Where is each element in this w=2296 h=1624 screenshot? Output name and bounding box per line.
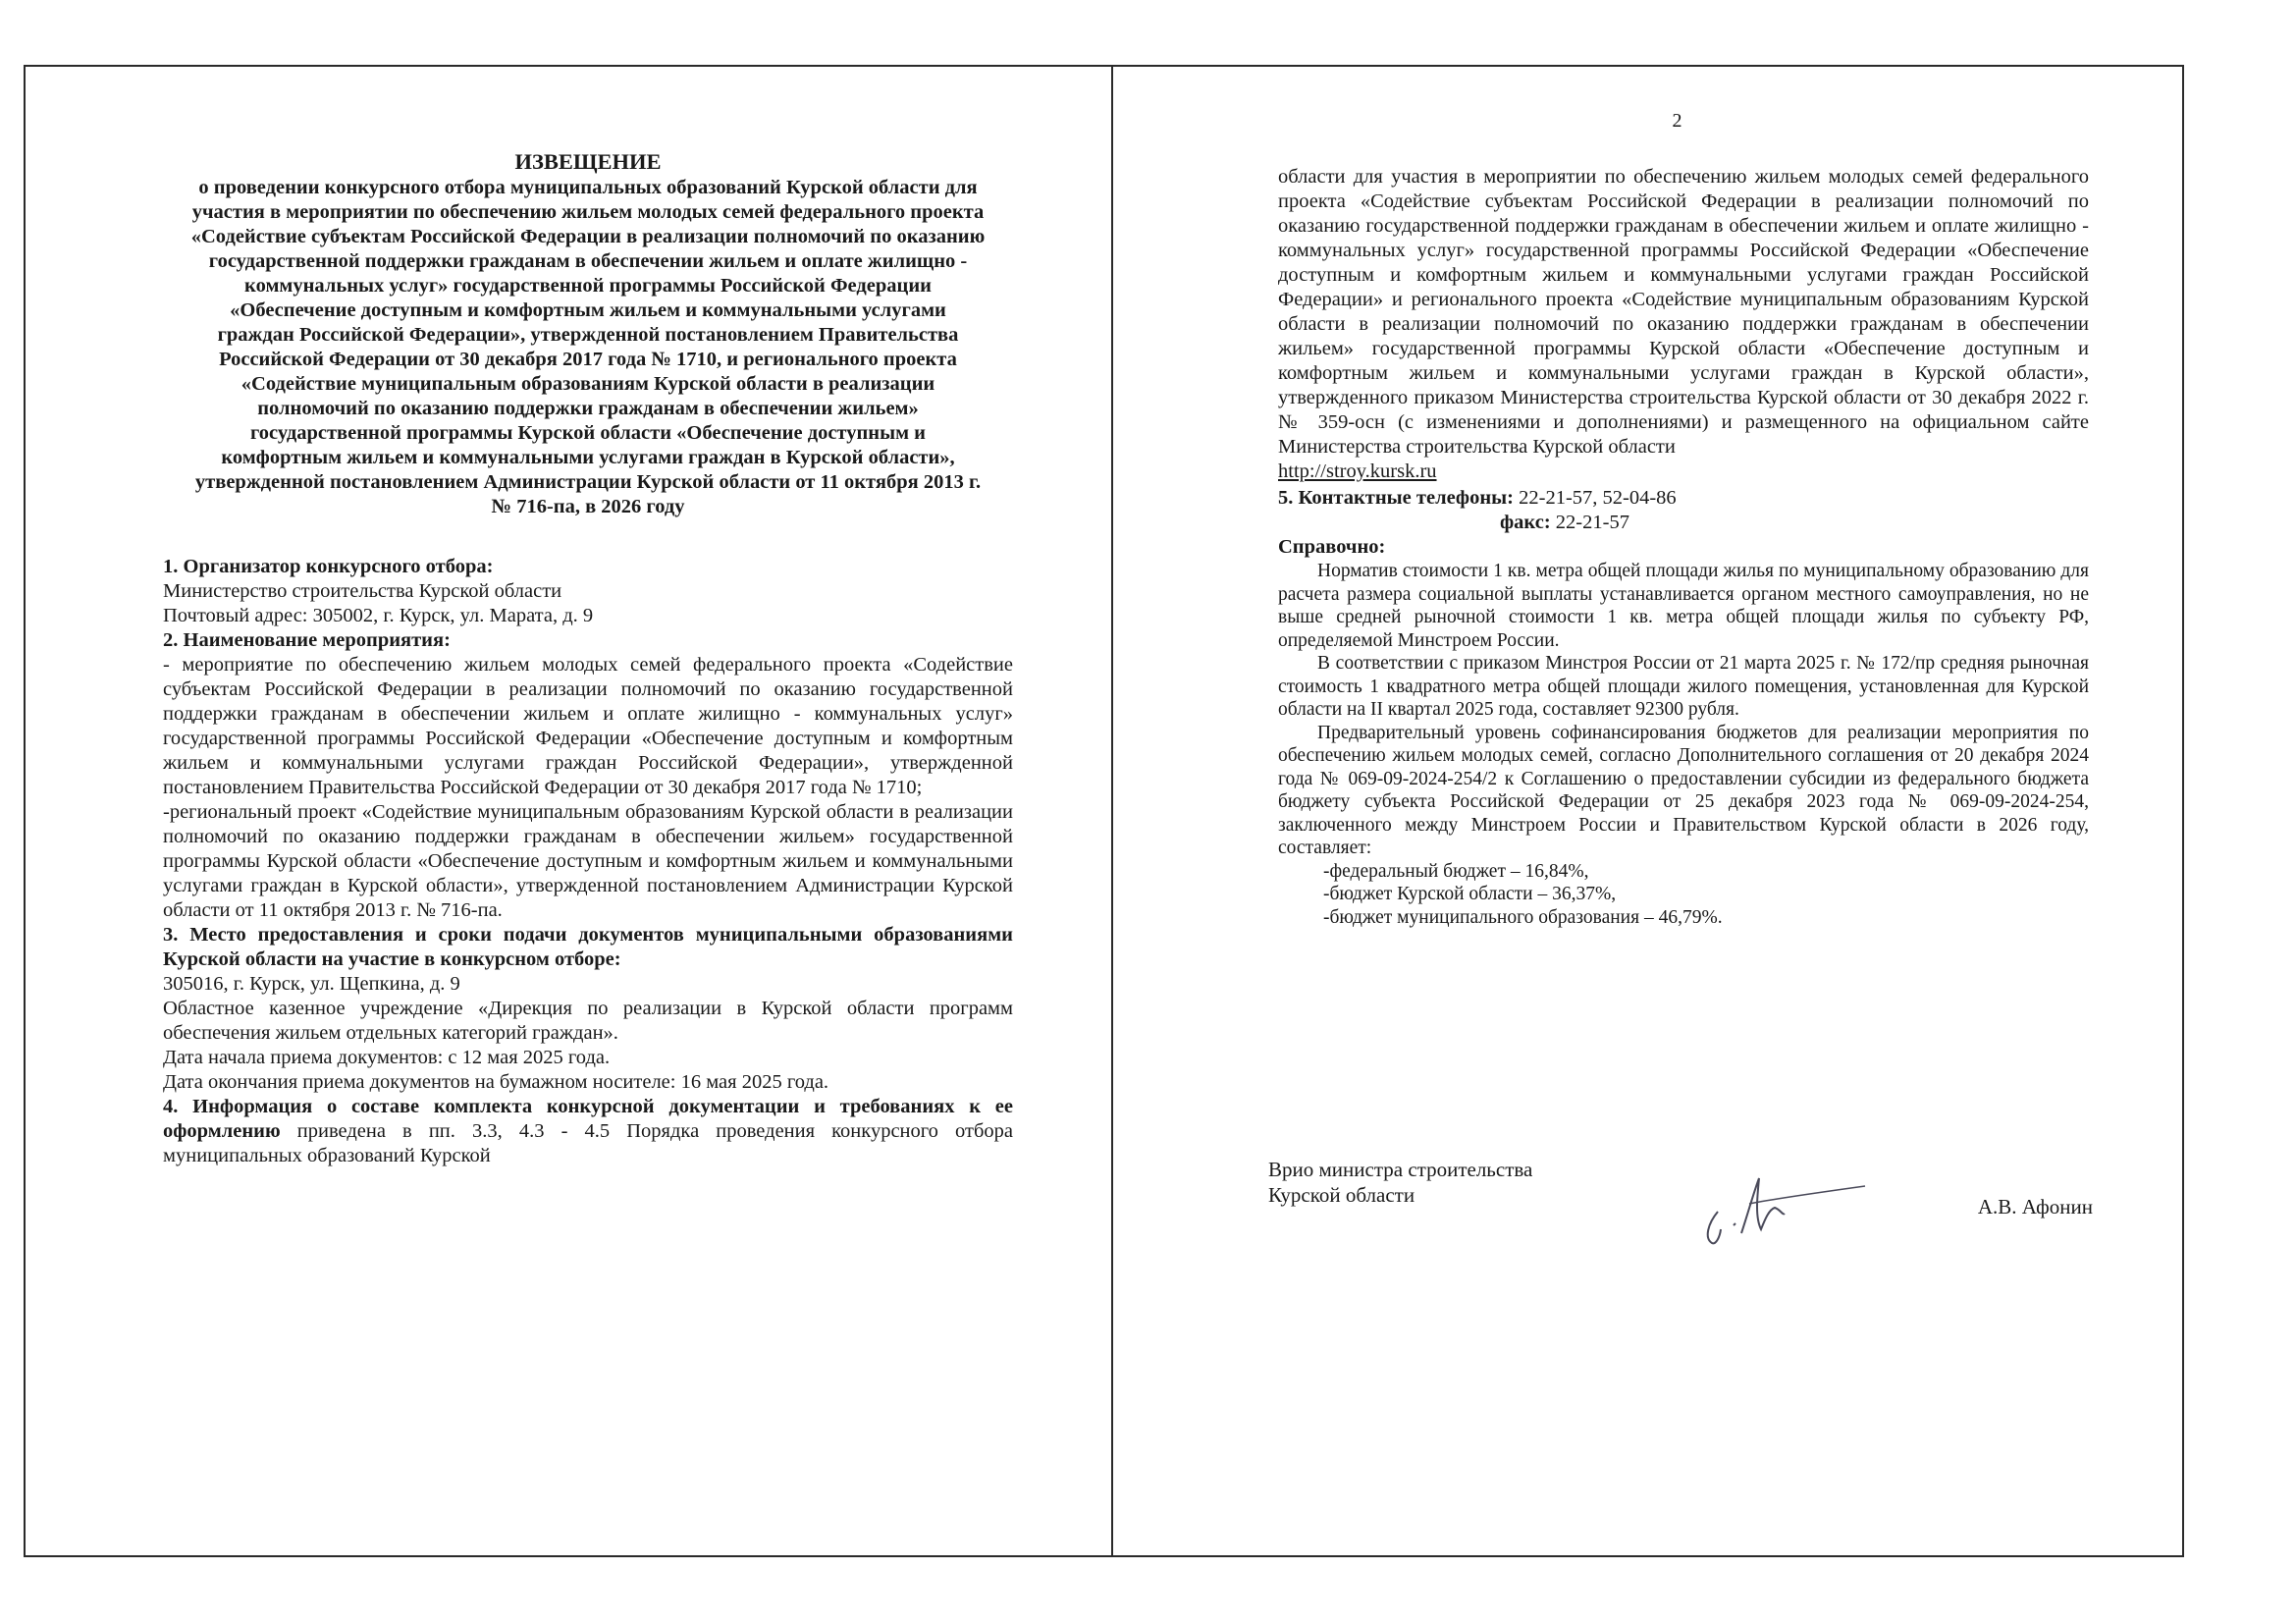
section-4-heading: 4. Информация о составе комплекта конкурсной документации и требованиях к ее оформлению [163, 1096, 1013, 1142]
website-line [1278, 460, 2089, 484]
section-5-heading: 5. Контактные телефоны: [1278, 487, 1514, 509]
activity-federal-project: - мероприятие по обеспечению жильем молодых семей федерального проекта «Содействие субъектам Российской Федерации в реализации полномочий по оказанию государственной поддержки гражданам в обеспечении жильем и оплате жилищно - коммунальных услуг» государственной программы Российской Федерации «Обеспечение доступным и комфортным жильем и коммунальными услугами граждан Российской Федерации», утвержденной постановлением Правительства Российской Федерации от 30 декабря 2017 года № 1710; [163, 654, 1013, 798]
fax-number: 22-21-57 [1550, 512, 1629, 533]
section-2-heading: 2. Наименование мероприятия: [163, 629, 451, 651]
fax-line [1278, 511, 2089, 535]
notice-subtitle: о проведении конкурсного отбора муниципальных образований Курской области для участия в мероприятии по обеспечению жильем молодых семей федерального проекта «Содействие субъектам Российской Федерации в реализации полномочий по оказанию государственной поддержки гражданам в обеспечении жильем и оплате жилищно - коммунальных услуг» государственной программы Российской Федерации «Обеспечение доступным и комфортным жильем и коммунальными услугами граждан Российской Федерации», утвержденной постановлением Правительства Российской Федерации от 30 декабря 2017 года № 1710, и регионального проекта «Содействие муниципальным образованиям Курской области в реализации полномочий по оказанию поддержки гражданам в обеспечении жильем» государственной программы Курской области «Обеспечение доступным и комфортным жильем и коммунальными услугами граждан в Курской области», утвержденной постановлением Администрации Курской области от 11 октября 2013 г. № 716-па, в 2026 году [190, 177, 986, 517]
document-page-1 [24, 65, 1113, 1557]
page-number: 2 [1672, 110, 1682, 132]
reference-cofinancing-paragraph: Предварительный уровень софинансирования бюджетов для реализации мероприятия по обеспечению жильем молодых семей, согласно Дополнительного соглашения от 20 декабря 2024 года № 069-09-2024-254/2 к Соглашению о предоставлении субсидии из федерального бюджета бюджету субъекта Российской Федерации от 25 декабря 2023 года № 069-09-2024-254, заключенного между Минстроем России и Правительством Курской области в 2026 году, составляет: [1278, 722, 2089, 858]
fax-label: факс: [1500, 512, 1551, 533]
budget-federal: -федеральный бюджет – 16,84%, [1323, 860, 1589, 882]
signatory-position-line-1: Врио министра строительства [1268, 1158, 1533, 1181]
section-1-heading: 1. Организатор конкурсного отбора: [163, 556, 494, 577]
page-1-content [163, 149, 1013, 1168]
activity-regional-project: -региональный проект «Содействие муниципальным образованиям Курской области в реализации полномочий по оказанию поддержки гражданам в обеспечении жильем» государственной программы Курской области «Обеспечение доступным и комфортным жильем и коммунальными услугами граждан в Курской области», утвержденной постановлением Администрации Курской области от 11 октября 2013 г. № 716-па. [163, 801, 1013, 921]
section-3-heading: 3. Место предоставления и сроки подачи документов муниципальными образованиями Курской области на участие в конкурсном отборе: [163, 924, 1013, 970]
contact-phones: 22-21-57, 52-04-86 [1514, 487, 1677, 509]
handwritten-signature [1690, 1164, 1877, 1253]
reference-heading: Справочно: [1278, 536, 1386, 558]
section-4-continuation: области для участия в мероприятии по обеспечению жильем молодых семей федерального проекта «Содействие субъектам Российской Федерации в реализации полномочий по оказанию государственной поддержки гражданам в обеспечении жильем и оплате жилищно - коммунальных услуг» государственной программы Российской Федерации «Обеспечение доступным и комфортным жильем и коммунальными услугами граждан Российской Федерации» и регионального проекта «Содействие муниципальным образованиям Курской области в реализации полномочий по оказанию поддержки гражданам в обеспечении жильем» государственной программы Курской области «Обеспечение доступным и комфортным жильем и коммунальными услугами граждан в Курской области», утвержденного приказом Министерства строительства Курской области от 30 декабря 2022 г. № 359-осн (с изменениями и дополнениями) и размещенного на официальном сайте Министерства строительства Курской области [1278, 166, 2089, 458]
submission-end-date: Дата окончания приема документов на бумажном носителе: 16 мая 2025 года. [163, 1071, 829, 1093]
reference-market-price-paragraph: В соответствии с приказом Минстроя России от 21 марта 2025 г. № 172/пр средняя рыночная стоимость 1 квадратного метра общей площади жилого помещения, установленная для Курской области на II квартал 2025 года, составляет 92300 рубля. [1278, 653, 2089, 720]
budget-list [1278, 860, 2089, 930]
organizer-address: Почтовый адрес: 305002, г. Курск, ул. Марата, д. 9 [163, 605, 594, 626]
signatory-position-line-2: Курской области [1268, 1183, 1415, 1207]
signature-block [1268, 1157, 2093, 1274]
page-2-content [1278, 165, 2089, 929]
budget-municipal: -бюджет муниципального образования – 46,79%. [1323, 906, 1723, 928]
submission-start-date: Дата начала приема документов: с 12 мая 2025 года. [163, 1047, 611, 1068]
website-link[interactable]: http://stroy.kursk.ru [1278, 460, 1437, 482]
submission-address: 305016, г. Курск, ул. Щепкина, д. 9 [163, 973, 460, 995]
signatory-position [1268, 1157, 1532, 1208]
notice-title: ИЗВЕЩЕНИЕ [514, 149, 662, 174]
document-page-2 [1111, 65, 2184, 1557]
notice-title-block [163, 149, 1013, 519]
organizer-name: Министерство строительства Курской области [163, 580, 562, 602]
budget-regional: -бюджет Курской области – 36,37%, [1323, 884, 1617, 904]
section-4-paragraph [163, 1095, 1013, 1168]
submission-institution: Областное казенное учреждение «Дирекция по реализации в Курской области программ обеспечения жильем отдельных категорий граждан». [163, 998, 1013, 1044]
signatory-name: А.В. Афонин [1977, 1195, 2093, 1218]
section-4-text: приведена в пп. 3.3, 4.3 - 4.5 Порядка проведения конкурсного отбора муниципальных образований Курской [163, 1120, 1013, 1166]
contacts-line [1278, 486, 2089, 511]
reference-norm-paragraph: Норматив стоимости 1 кв. метра общей площади жилья по муниципальному образованию для расчета размера социальной выплаты устанавливается органом местного самоуправления, но не выше средней рыночной стоимости 1 кв. метра общей площади жилья по субъекту РФ, определяемой Минстроем России. [1278, 561, 2089, 651]
